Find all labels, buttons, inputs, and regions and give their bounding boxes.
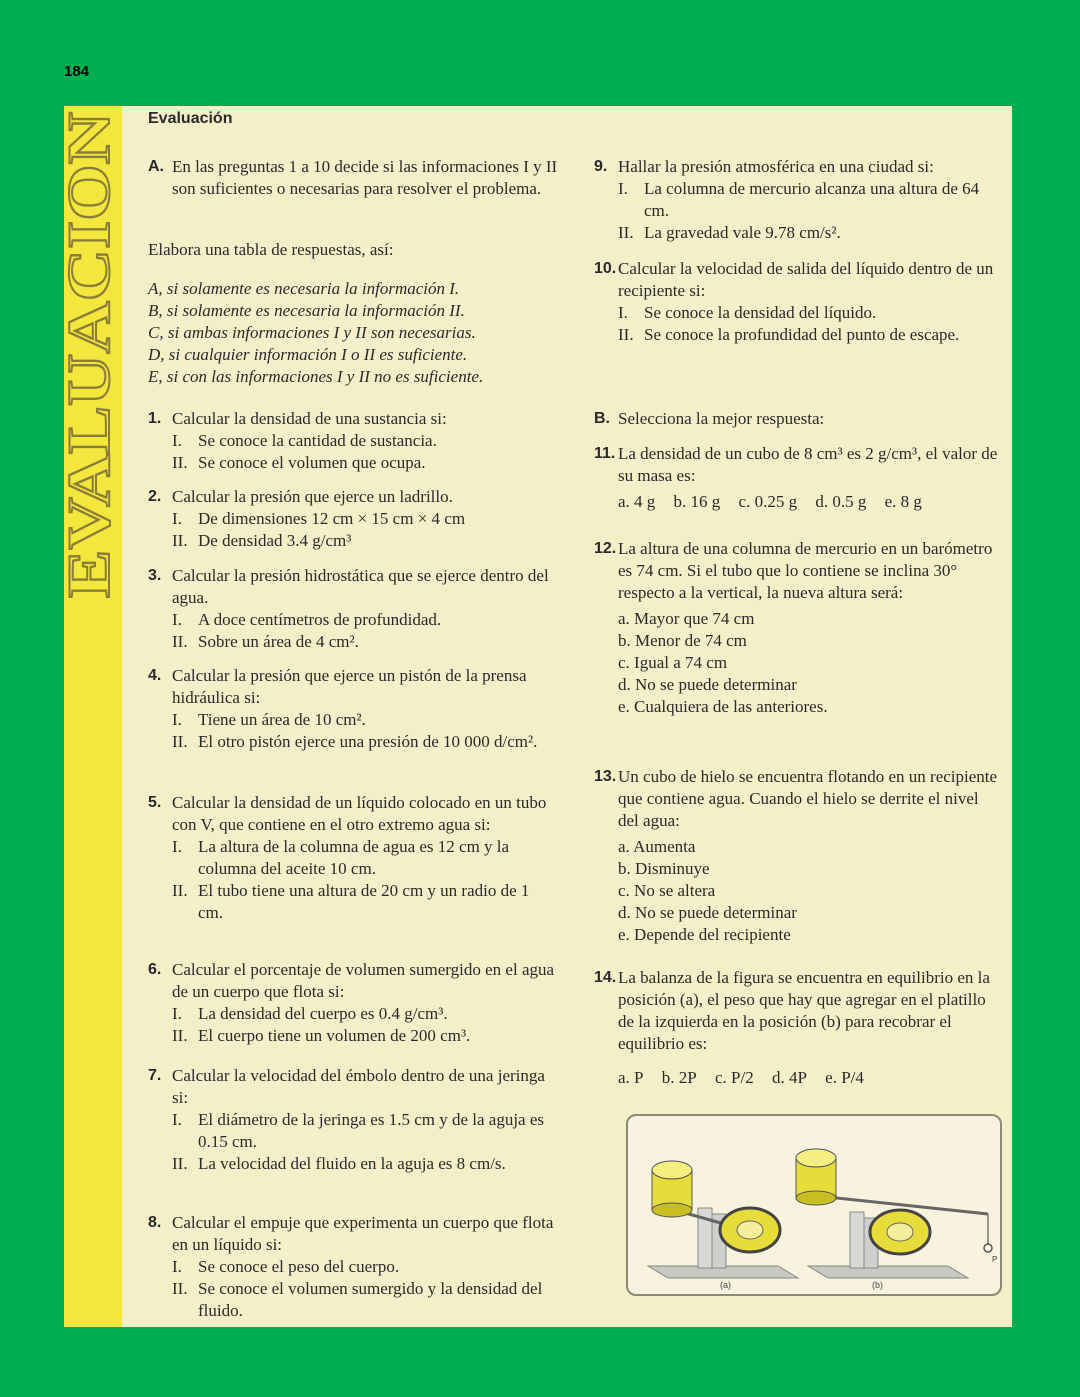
item-label: II. — [618, 325, 634, 344]
scanned-page — [56, 106, 1012, 1327]
item-label: II. — [172, 531, 188, 550]
question-11 — [594, 443, 1000, 513]
hanging-weight — [984, 1244, 992, 1252]
question-number: 1. — [148, 410, 162, 427]
option-e: e. Depende del recipiente — [618, 925, 791, 944]
item-label: I. — [618, 303, 628, 322]
question-6 — [148, 959, 558, 1047]
question-1 — [148, 408, 558, 474]
option-a: a. Mayor que 74 cm — [618, 609, 755, 628]
question-number: 6. — [148, 961, 162, 978]
question-2 — [148, 486, 558, 552]
label-a: (a) — [720, 1280, 731, 1290]
question-text: Hallar la presión atmosférica en una ciudad si: — [618, 157, 934, 176]
option-c: c. No se altera — [618, 881, 716, 900]
question-text: Calcular la presión que ejerce un ladrillo. — [172, 487, 453, 506]
balance-a-cup-bottom — [652, 1203, 692, 1217]
option-e: e. Cualquiera de las anteriores. — [618, 697, 828, 716]
balance-b-post — [850, 1212, 864, 1268]
option-e: e. P/4 — [825, 1068, 864, 1087]
sidebar-title-text: EVALUACION — [56, 195, 122, 598]
question-text: Calcular el empuje que experimenta un cuerpo que flota en un líquido si: — [172, 1213, 554, 1254]
item-text: Se conoce la profundidad del punto de escape. — [644, 325, 960, 344]
item-label: I. — [172, 1110, 182, 1129]
option-d: d. No se puede determinar — [618, 903, 797, 922]
item-label: I. — [172, 710, 182, 729]
question-number: 3. — [148, 567, 162, 584]
question-number: 10. — [594, 260, 617, 277]
item-label: II. — [172, 1154, 188, 1173]
item-label: I. — [172, 1257, 182, 1276]
balance-b-cup-top — [796, 1149, 836, 1167]
item-label: I. — [172, 837, 182, 856]
question-13 — [594, 766, 1000, 946]
item-text: El cuerpo tiene un volumen de 200 cm³. — [198, 1026, 471, 1045]
question-number: 7. — [148, 1067, 162, 1084]
item-text: El diámetro de la jeringa es 1.5 cm y de la aguja es 0.15 cm. — [198, 1110, 545, 1151]
item-text: La columna de mercurio alcanza una altura de 64 cm. — [644, 179, 980, 220]
answer-key-item: D, si cualquier información I o II es suficiente. — [148, 345, 468, 364]
item-text: La densidad del cuerpo es 0.4 g/cm³. — [198, 1004, 448, 1023]
sidebar-banner — [56, 106, 122, 1327]
option-e: e. 8 g — [884, 492, 922, 511]
item-label: II. — [172, 632, 188, 651]
option-d: d. No se puede determinar — [618, 675, 797, 694]
item-text: A doce centímetros de profundidad. — [198, 610, 442, 629]
item-label: I. — [172, 509, 182, 528]
question-text: Calcular la densidad de una sustancia si: — [172, 409, 447, 428]
part-b-instruction — [594, 408, 1000, 430]
balance-a-cup-top — [652, 1161, 692, 1179]
balance-b — [796, 1149, 997, 1290]
part-b-text: Selecciona la mejor respuesta: — [618, 409, 825, 428]
option-b: b. Menor de 74 cm — [618, 631, 747, 650]
option-b: b. 16 g — [673, 492, 721, 511]
answer-key-item: E, si con las informaciones I y II no es suficiente. — [148, 367, 484, 386]
question-12 — [594, 538, 1000, 718]
question-number: 14. — [594, 969, 617, 986]
balance-a-pan-center — [737, 1221, 763, 1239]
question-9 — [594, 156, 1000, 244]
option-c: c. P/2 — [714, 1068, 754, 1087]
option-c: c. Igual a 74 cm — [618, 653, 728, 672]
weight-label: P — [992, 1255, 998, 1264]
item-label: II. — [172, 732, 188, 751]
page-number: 184 — [64, 63, 90, 80]
item-label: II. — [172, 453, 188, 472]
part-a-label: A. — [148, 158, 164, 175]
question-text: La balanza de la figura se encuentra en equilibrio en la posición (a), el peso que hay que agregar en el platillo de la izquierda en la posición (b) para recobrar el equilibrio es: — [618, 968, 990, 1053]
item-text: Se conoce el volumen sumergido y la densidad del fluido. — [198, 1279, 543, 1320]
question-8 — [148, 1212, 558, 1322]
question-number: 12. — [594, 540, 617, 557]
question-7 — [148, 1065, 558, 1175]
part-b-label: B. — [594, 410, 610, 427]
answer-key-item: B, si solamente es necesaria la información II. — [148, 301, 465, 320]
question-3 — [148, 565, 558, 653]
question-4 — [148, 665, 558, 753]
question-10 — [594, 258, 1000, 346]
balance-a — [648, 1161, 798, 1290]
option-d: d. 0.5 g — [815, 492, 867, 511]
part-a-text: En las preguntas 1 a 10 decide si las informaciones I y II son suficientes o necesarias para resolver el problema. — [172, 157, 558, 198]
option-a: a. 4 g — [618, 492, 656, 511]
item-label: II. — [172, 1026, 188, 1045]
item-text: De dimensiones 12 cm × 15 cm × 4 cm — [198, 509, 466, 528]
part-a-instruction — [148, 156, 558, 200]
question-number: 4. — [148, 667, 162, 684]
question-number: 9. — [594, 158, 608, 175]
question-text: Calcular la velocidad de salida del líquido dentro de un recipiente si: — [618, 259, 994, 300]
question-text: Calcular el porcentaje de volumen sumergido en el agua de un cuerpo que flota si: — [172, 960, 555, 1001]
item-label: I. — [172, 610, 182, 629]
item-text: Se conoce el volumen que ocupa. — [198, 453, 426, 472]
option-d: d. 4P — [771, 1068, 807, 1087]
balance-b-pan-center — [887, 1223, 913, 1241]
question-text: La densidad de un cubo de 8 cm³ es 2 g/cm³, el valor de su masa es: — [618, 444, 998, 485]
option-b: b. Disminuye — [618, 859, 710, 878]
item-label: II. — [618, 223, 634, 242]
table-prompt: Elabora una tabla de respuestas, así: — [148, 240, 394, 259]
item-text: La gravedad vale 9.78 cm/s². — [644, 223, 841, 242]
item-label: I. — [618, 179, 628, 198]
item-text: Se conoce la cantidad de sustancia. — [198, 431, 437, 450]
question-number: 8. — [148, 1214, 162, 1231]
item-text: Sobre un área de 4 cm². — [198, 632, 359, 651]
question-number: 2. — [148, 488, 162, 505]
answer-key — [148, 278, 558, 388]
item-text: Tiene un área de 10 cm². — [198, 710, 366, 729]
question-number: 13. — [594, 768, 617, 785]
balance-figure — [626, 1114, 1002, 1296]
item-label: II. — [172, 881, 188, 900]
option-a: a. Aumenta — [618, 837, 696, 856]
item-label: II. — [172, 1279, 188, 1298]
item-label: I. — [172, 1004, 182, 1023]
question-text: Calcular la presión que ejerce un pistón de la prensa hidráulica si: — [172, 666, 527, 707]
question-text: Calcular la densidad de un líquido colocado en un tubo con V, que contiene en el otro extremo agua si: — [172, 793, 547, 834]
item-text: Se conoce el peso del cuerpo. — [198, 1257, 400, 1276]
option-a: a. P — [618, 1068, 644, 1087]
answer-key-item: A, si solamente es necesaria la información I. — [148, 279, 460, 298]
item-text: La altura de la columna de agua es 12 cm y la columna del aceite 10 cm. — [198, 837, 510, 878]
answer-key-item: C, si ambas informaciones I y II son necesarias. — [148, 323, 476, 342]
question-number: 5. — [148, 794, 162, 811]
balance-b-cup-bottom — [796, 1191, 836, 1205]
option-b: b. 2P — [661, 1068, 697, 1087]
question-text: Calcular la velocidad del émbolo dentro de una jeringa si: — [172, 1066, 545, 1107]
balance-b-base — [808, 1266, 968, 1278]
question-text: Un cubo de hielo se encuentra flotando en un recipiente que contiene agua. Cuando el hielo se derrite el nivel del agua: — [618, 767, 998, 830]
item-text: La velocidad del fluido en la aguja es 8 cm/s. — [198, 1154, 506, 1173]
item-text: De densidad 3.4 g/cm³ — [198, 531, 352, 550]
question-5 — [148, 792, 558, 924]
question-number: 11. — [594, 445, 616, 462]
question-text: La altura de una columna de mercurio en un barómetro es 74 cm. Si el tubo que lo contiene se inclina 30° respecto a la vertical, la nueva altura será: — [618, 539, 993, 602]
label-b: (b) — [872, 1280, 883, 1290]
item-text: Se conoce la densidad del líquido. — [644, 303, 877, 322]
option-c: c. 0.25 g — [738, 492, 798, 511]
sidebar-title — [56, 108, 122, 602]
section-title: Evaluación — [148, 110, 233, 127]
question-text: Calcular la presión hidrostática que se ejerce dentro del agua. — [172, 566, 549, 607]
question-14 — [594, 967, 1000, 1089]
item-text: El tubo tiene una altura de 20 cm y un radio de 1 cm. — [198, 881, 530, 922]
item-text: El otro pistón ejerce una presión de 10 000 d/cm². — [198, 732, 538, 751]
item-label: I. — [172, 431, 182, 450]
